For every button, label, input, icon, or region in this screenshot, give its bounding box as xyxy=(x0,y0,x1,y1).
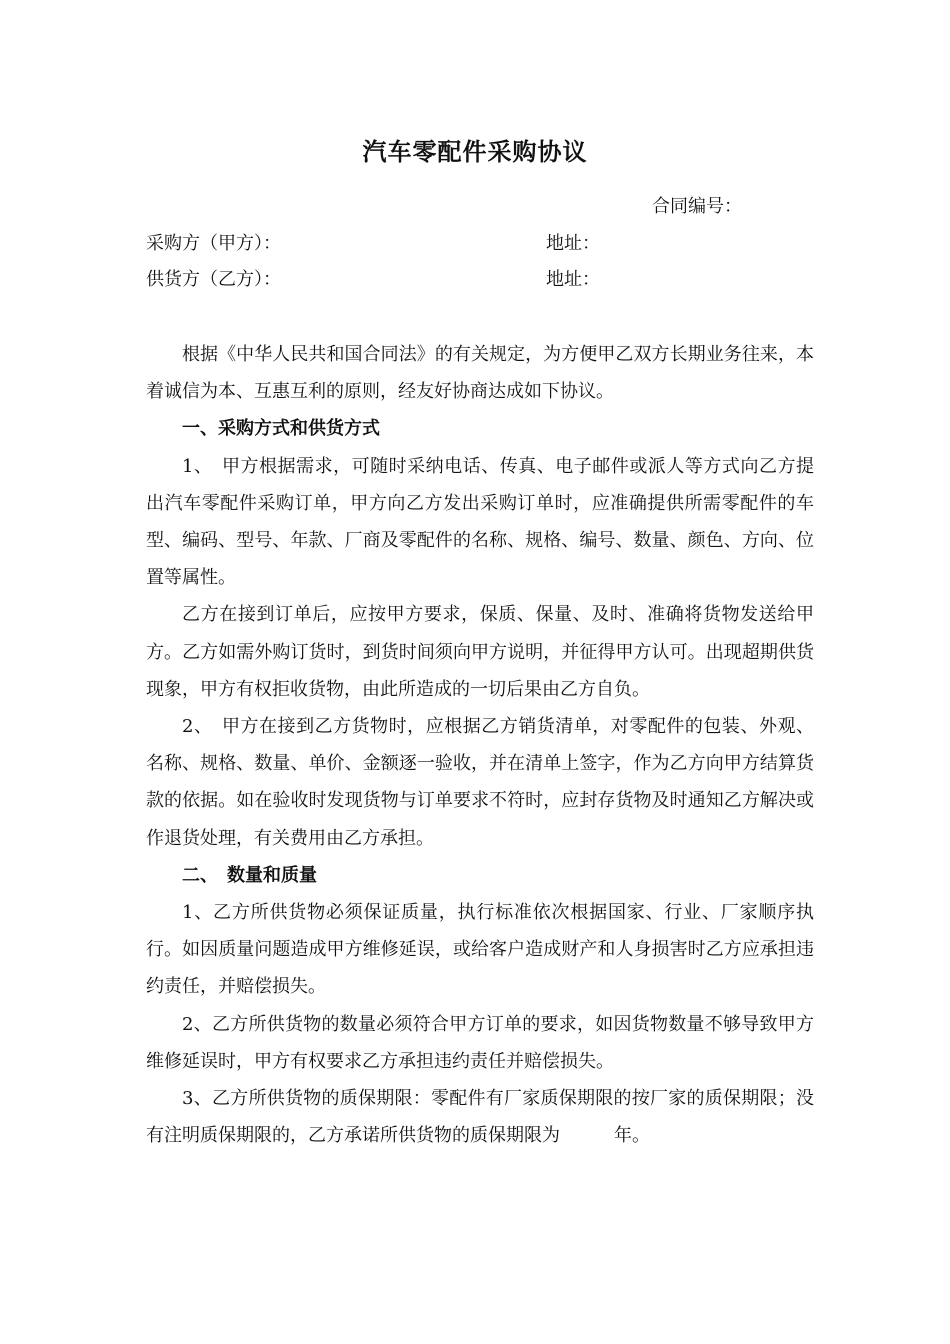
section-1-clause-1: 1、 甲方根据需求，可随时采纳电话、传真、电子邮件或派人等方式向乙方提出汽车零配件采购订单，甲方向乙方发出采购订单时，应准确提供所需零配件的车型、编码、型号、年款、厂商及零配件的名称、规格、编号、数量、颜色、方向、位置等属性。 xyxy=(146,455,814,589)
buyer-label: 采购方（甲方）： xyxy=(146,233,281,254)
supplier-row xyxy=(146,265,826,291)
section-2-clause-2: 2、乙方所供货物的数量必须符合甲方订单的要求，如因货物数量不够导致甲方维修延误时，甲方有权要求乙方承担违约责任并赔偿损失。 xyxy=(146,1013,814,1072)
section-2-clause-1: 1、乙方所供货物必须保证质量，执行标准依次根据国家、行业、厂家顺序执行。如因质量问题造成甲方维修延误，或给客户造成财产和人身损害时乙方应承担违约责任，并赔偿损失。 xyxy=(146,902,814,998)
section-1-clause-2: 2、 甲方在接到乙方货物时，应根据乙方销货清单，对零配件的包装、外观、名称、规格、数量、单价、金额逐一验收，并在清单上签字，作为乙方向甲方结算货款的依据。如在验收时发现货物与订单要求不符时，应封存货物及时通知乙方解决或作退货处理，有关费用由乙方承担。 xyxy=(146,716,814,849)
document-title: 汽车零配件采购协议 xyxy=(362,137,588,166)
supplier-address-label: 地址： xyxy=(546,269,600,290)
section-2-heading: 二、 数量和质量 xyxy=(182,864,317,886)
agreement-body xyxy=(146,336,814,1154)
buyer-row xyxy=(146,229,826,255)
contract-number-label: 合同编号： xyxy=(652,196,742,217)
section-2-clause-3: 3、乙方所供货物的质保期限：零配件有厂家质保期限的按厂家的质保期限；没有注明质保期限的，乙方承诺所供货物的质保期限为 年。 xyxy=(146,1088,814,1147)
intro-paragraph: 根据《中华人民共和国合同法》的有关规定，为方便甲乙双方长期业务往来，本着诚信为本、互惠互利的原则，经友好协商达成如下协议。 xyxy=(146,344,814,403)
section-1-clause-1-continued: 乙方在接到订单后，应按甲方要求，保质、保量、及时、准确将货物发送给甲方。乙方如需外购订货时，到货时间须向甲方说明，并征得甲方认可。出现超期供货现象，甲方有权拒收货物，由此所造成的一切后果由乙方自负。 xyxy=(146,604,814,700)
buyer-address-label: 地址： xyxy=(546,233,600,254)
section-1-heading: 一、采购方式和供货方式 xyxy=(182,418,380,440)
supplier-label: 供货方（乙方）： xyxy=(146,269,281,290)
